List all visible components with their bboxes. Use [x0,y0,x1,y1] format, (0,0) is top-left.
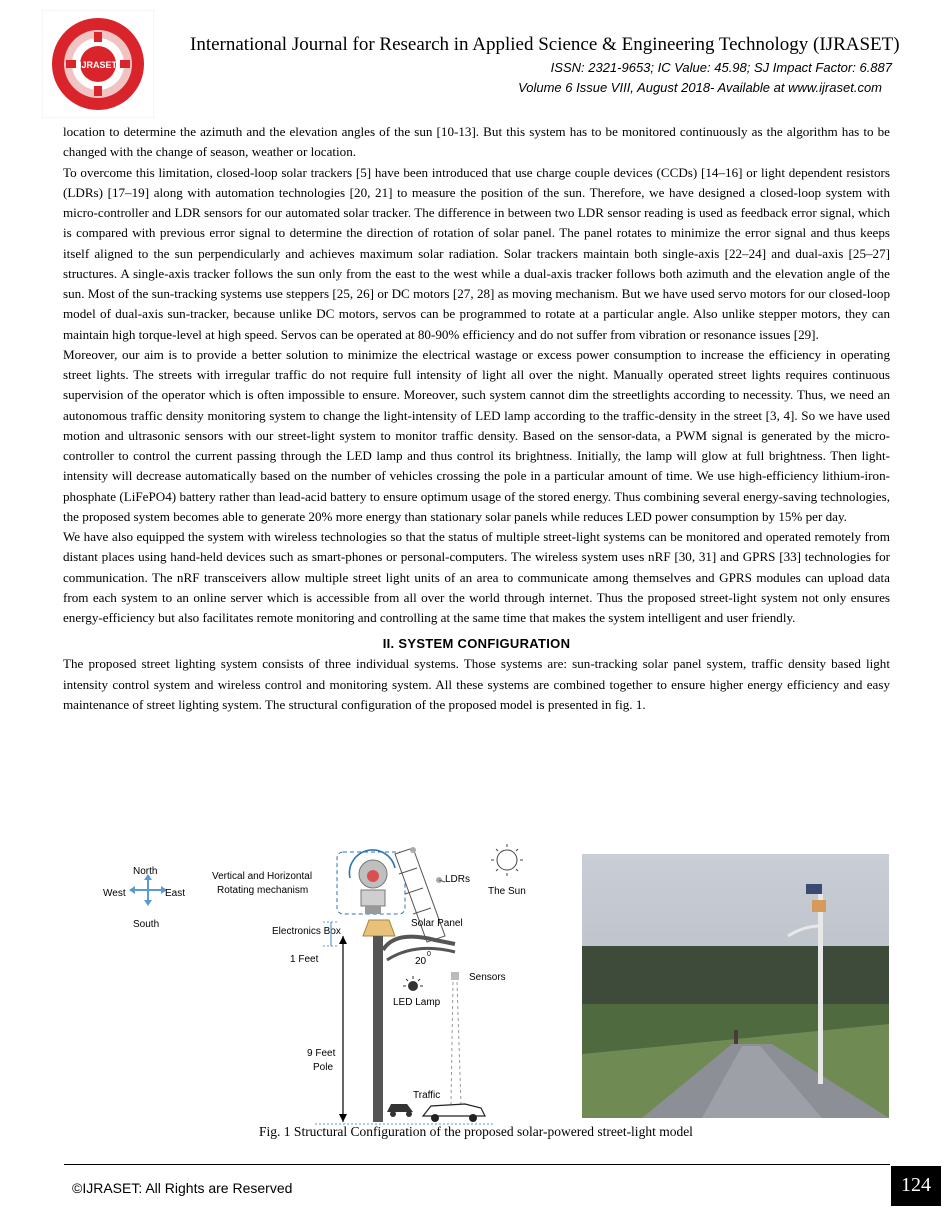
mechanism-label-2: Rotating mechanism [217,885,309,896]
footer-copyright: ©IJRASET: All Rights are Reserved [72,1180,293,1196]
sun-label: The Sun [488,886,526,897]
sensor-icon [451,972,459,980]
solar-panel-label: Solar Panel [411,918,463,929]
paragraph: location to determine the azimuth and the elevation angles of the sun [10-13]. But this system has to be monitored continuously as the algorithm has to be changed with the change of season, weather or location. [63,124,890,160]
compass-west: West [103,888,126,899]
paragraph: To overcome this limitation, closed-loop solar trackers [5] have been introduced that use charge couple devices (CCDs) [14–16] or light dependent resistors (LDRs) [17–19] along with automation technologies [20, 21] to measure the position of the sun. Therefore, we have designed a closed-loop system with micro-controller and LDR sensors for our automated solar tracker. The difference in between two LDR sensor reading is used as feedback error signal, which is compared with previous error signal to determine the direction of rotation of solar panel. The panel rotates to minimize the error signal and thus keeps itself aligned to the sun perpendicularly and achieves maximum solar radiation. Solar trackers maintain both single-axis [22–24] and dual-axis [25–27] structures. A single-axis tracker follows the sun only from the east to the west while a dual-axis tracker follows both azimuth and the elevation angle of the sun. Most of the sun-tracking systems use steppers [25, 26] or DC motors [27, 28] as moving mechanism. But we have used servo motors for our closed-loop model of dual-axis sun-tracker, because unlike DC motors, servos can be programmed to rotate at a particular angle. Also unlike stepper motors, they can maintain high torque-level at high speed. Servos can be operated at 80-90% efficiency and do not suffer from vibration or resonance issues [29]. [63,164,890,342]
mechanism-label-1: Vertical and Horizontal [212,871,313,882]
ldrs-label: LDRs [445,874,471,885]
street-light-diagram [95,840,535,1130]
figure-caption: Fig. 1 Structural Configuration of the proposed solar-powered street-light model [259,1124,693,1139]
photo-pole [818,894,823,1084]
volume-line: Volume 6 Issue VIII, August 2018- Available at www.ijraset.com [518,80,882,95]
journal-title-text: International Journal for Research in Applied Science & Engineering Technology (IJRASET) [190,34,900,55]
street-light-photo [582,854,889,1118]
page-number: 124 [891,1166,941,1206]
traffic-label: Traffic [413,1090,441,1101]
paragraph: We have also equipped the system with wireless technologies so that the status of multiple street-light systems can be monitored and operated remotely from distant places using hand-held devices such as smart-phones or personal-computers. The wireless system uses nRF [30, 31] and GPRS [33] technologies for communication. The nRF transceivers allow multiple street light units of an area to communicate among themselves and GPRS modules can upload data from each system to an online server which is accessible from all over the world through internet. Thus the proposed street-light system not only ensures energy-efficiency but also facilitates remote monitoring and controlling at the same time that makes the system intelligent and user friendly. [63,529,890,625]
journal-logo [42,10,154,118]
paragraph: Moreover, our aim is to provide a better solution to minimize the electrical wastage or excess power consumption to increase the efficiency in operating street lights. The streets with irregular traffic do not require full intensity of light all over the night. Manually operated street lights requires continuous supervision of the operator which is often impossible to ensure. Moreover, such system cannot dim the streetlights according to necessity. Thus, we need an autonomous traffic density monitoring system to change the light-intensity of LED lamp according to the traffic-density in the street [3, 4]. So we have used motion and ultrasonic sensors with our street-light system to monitor traffic density. Based on the sensor-data, a PWM signal is generated by the micro-controller to control the current passing through the LED lamp and thus control its brightness. Initially, the lamp will glow at full brightness. Then light-intensity will decrease automatically based on the number of vehicles crossing the pole in a particular amount of time. We use high-efficiency lithium-iron-phosphate (LiFePO4) battery rather than lead-acid battery to ensure optimum usage of the stored energy. Thus combining several energy-saving technologies, the proposed system becomes able to generate 20% more energy than stationary solar panels while reduces LED power consumption by 15% per day. [63,346,890,524]
compass-icon [129,874,167,906]
led-lamp-icon [403,976,423,991]
degree-label: 0 [427,951,431,958]
electronics-box-label: Electronics Box [272,926,341,937]
sun-icon [491,844,523,876]
electronics-box-icon [363,920,395,936]
pole-label: Pole [313,1062,334,1073]
pole-icon [373,936,383,1122]
compass-north: North [133,866,158,877]
nine-feet-label: 9 Feet [307,1048,336,1059]
journal-title [190,34,900,56]
one-feet-label: 1 Feet [290,954,319,965]
compass-south: South [133,919,160,930]
body-text [63,122,890,715]
angle-label: 20 [415,956,427,967]
sensors-label: Sensors [469,972,506,983]
section-paragraph: The proposed street lighting system consists of three individual systems. Those systems are: sun-tracking solar panel system, traffic density based light intensity control system and wireless control and monitoring system. All these systems are combined together to ensure higher energy efficiency and easy maintenance of street lighting system. The structural configuration of the proposed model is presented in fig. 1. [63,656,890,712]
car-icon [387,1104,413,1117]
section-heading: II. SYSTEM CONFIGURATION [382,636,571,652]
photo-solar-panel [806,884,822,894]
compass-east: East [165,888,186,899]
suv-icon [423,1104,485,1122]
issn-line: ISSN: 2321-9653; IC Value: 45.98; SJ Impact Factor: 6.887 [550,60,892,75]
footer-rule [64,1164,890,1165]
led-lamp-label: LED Lamp [393,997,441,1008]
logo-center-text: IJRASET [78,60,118,70]
